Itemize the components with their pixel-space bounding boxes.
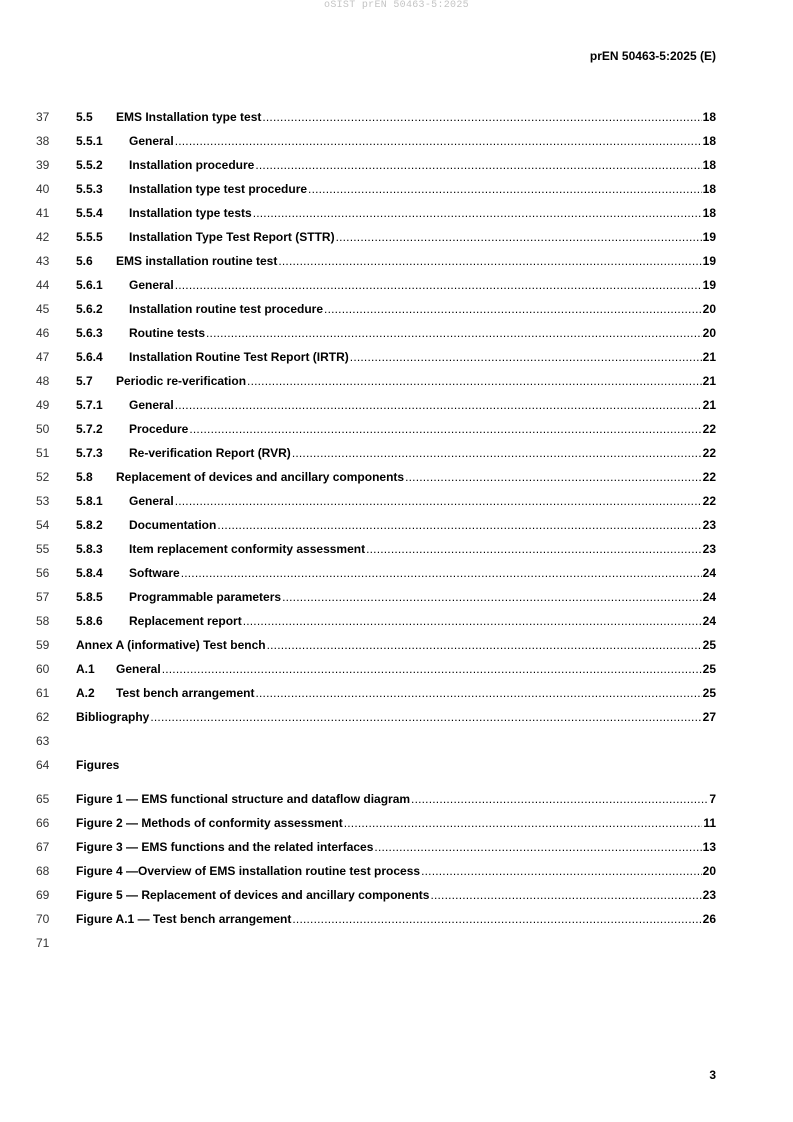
toc-entry[interactable] [76,374,716,388]
section-number: 5.5.3 [76,182,103,196]
page-reference: 22 [702,494,716,508]
figure-entry[interactable] [76,888,716,902]
line-number: 68 [36,864,50,878]
dot-leader [430,888,701,902]
line-number: 58 [36,614,50,628]
figures-heading-label: Figures [76,758,120,772]
dot-leader [189,422,701,436]
dot-leader [175,134,702,148]
dot-leader [243,614,702,628]
figure-entry-line [0,861,793,885]
dot-leader [308,182,702,196]
dot-leader [292,912,701,926]
dot-leader [217,518,701,532]
section-title: Installation routine test procedure [129,302,324,316]
dot-leader [282,590,702,604]
page-reference: 19 [702,254,716,268]
line-number: 47 [36,350,50,364]
section-number: 5.6.3 [76,326,103,340]
toc-entry-line [0,299,793,323]
toc-entry[interactable] [76,110,716,124]
section-title: Replacement report [129,614,242,628]
page-reference: 22 [702,470,716,484]
toc-entry[interactable] [76,182,716,196]
spacer [0,779,793,789]
page-reference: 19 [702,230,716,244]
dot-leader [278,254,701,268]
page-reference: 24 [702,614,716,628]
dot-leader [344,816,703,830]
toc-entry-line [0,251,793,275]
page-reference: 18 [702,134,716,148]
page-reference: 18 [702,110,716,124]
section-number: 5.8 [76,470,93,484]
line-number: 43 [36,254,50,268]
toc-entry[interactable] [76,350,716,364]
line-number: 59 [36,638,50,652]
line-number: 53 [36,494,50,508]
toc-entry-line [0,227,793,251]
figure-title: Figure 3 — EMS functions and the related interfaces [76,840,374,854]
line-number: 50 [36,422,50,436]
section-number: 5.8.3 [76,542,103,556]
blank-line [0,731,793,755]
line-number: 56 [36,566,50,580]
section-number: 5.7 [76,374,93,388]
toc-entry[interactable] [76,470,716,484]
dot-leader [255,158,701,172]
line-number: 44 [36,278,50,292]
toc-entry-line [0,443,793,467]
figure-title: Figure 2 — Methods of conformity assessment [76,816,343,830]
section-number: 5.8.2 [76,518,103,532]
toc-entry[interactable] [76,230,716,244]
page-reference: 23 [702,542,716,556]
toc-entry-line [0,563,793,587]
toc-entry[interactable] [76,278,716,292]
section-number: 5.5 [76,110,93,124]
line-number: 49 [36,398,50,412]
section-number: 5.8.1 [76,494,103,508]
toc-entry[interactable] [76,206,716,220]
section-title: Installation Type Test Report (STTR) [129,230,335,244]
toc-entry[interactable] [76,518,716,532]
toc-entry-line [0,155,793,179]
dot-leader [350,350,702,364]
dot-leader [336,230,702,244]
page-reference: 21 [702,374,716,388]
line-number: 66 [36,816,50,830]
section-title: General [129,134,174,148]
toc-entry-line [0,131,793,155]
line-number: 64 [36,758,50,772]
dot-leader [374,840,701,854]
section-number: 5.7.1 [76,398,103,412]
toc-entry-line [0,515,793,539]
section-title: General [129,278,174,292]
figure-title: Figure 1 — EMS functional structure and dataflow diagram [76,792,411,806]
section-title: Test bench arrangement [116,686,255,700]
section-title: Installation procedure [129,158,255,172]
line-number: 70 [36,912,50,926]
dot-leader [324,302,702,316]
toc-entry[interactable] [76,590,716,604]
toc-list [0,107,793,731]
page-reference: 24 [702,566,716,580]
line-number: 57 [36,590,50,604]
page-reference: 20 [702,864,716,878]
line-number: 45 [36,302,50,316]
toc-entry-line [0,659,793,683]
line-number: 60 [36,662,50,676]
line-number: 46 [36,326,50,340]
dot-leader [181,566,702,580]
line-number: 69 [36,888,50,902]
page-reference: 19 [702,278,716,292]
page-reference: 18 [702,206,716,220]
figure-entry-line [0,789,793,813]
dot-leader [162,662,702,676]
toc-entry-line [0,371,793,395]
toc-entry[interactable] [76,638,716,652]
page-reference: 24 [702,590,716,604]
toc-entry[interactable] [76,686,716,700]
figure-entry-line [0,837,793,861]
dot-leader [253,206,702,220]
dot-leader [421,864,702,878]
toc-entry-line [0,707,793,731]
page-reference: 25 [702,662,716,676]
line-number: 42 [36,230,50,244]
dot-leader [175,278,702,292]
section-title: Installation type tests [129,206,252,220]
toc-entry-line [0,539,793,563]
page-reference: 20 [702,302,716,316]
section-number: 5.5.1 [76,134,103,148]
section-title: Programmable parameters [129,590,282,604]
toc-entry-line [0,107,793,131]
section-title: EMS installation routine test [116,254,278,268]
line-number: 65 [36,792,50,806]
line-number: 63 [36,734,50,748]
page-reference: 18 [702,182,716,196]
figure-entry[interactable] [76,816,716,830]
line-number: 54 [36,518,50,532]
toc-entry[interactable] [76,446,716,460]
section-title: Routine tests [129,326,206,340]
page-reference: 7 [709,792,716,806]
toc-entry-line [0,491,793,515]
page-reference: 27 [702,710,716,724]
section-title: Bibliography [76,710,150,724]
figure-title: Figure 4 —Overview of EMS installation routine test process [76,864,421,878]
toc-entry-line [0,419,793,443]
toc-entry-line [0,275,793,299]
page-reference: 25 [702,638,716,652]
line-number: 39 [36,158,50,172]
figure-title: Figure 5 — Replacement of devices and ancillary components [76,888,430,902]
document-id: prEN 50463-5:2025 (E) [589,49,716,63]
toc-entry-line [0,347,793,371]
section-title: Annex A (informative) Test bench [76,638,266,652]
section-title: EMS Installation type test [116,110,262,124]
section-title: Re-verification Report (RVR) [129,446,291,460]
section-number: 5.8.4 [76,566,103,580]
section-number: 5.6 [76,254,93,268]
section-title: Item replacement conformity assessment [129,542,366,556]
line-number: 52 [36,470,50,484]
dot-leader [292,446,702,460]
figures-heading-line [0,755,793,779]
page-reference: 18 [702,158,716,172]
line-number: 40 [36,182,50,196]
page-reference: 11 [703,816,716,830]
line-number: 71 [36,936,50,950]
figure-title: Figure A.1 — Test bench arrangement [76,912,292,926]
section-title: General [129,494,174,508]
toc-entry[interactable] [76,398,716,412]
toc-entry[interactable] [76,326,716,340]
dot-leader [255,686,701,700]
figure-entry[interactable] [76,792,716,806]
dot-leader [247,374,702,388]
toc-entry[interactable] [76,662,716,676]
toc-entry[interactable] [76,710,716,724]
section-number: 5.6.1 [76,278,103,292]
blank-line [0,933,793,957]
page-reference: 25 [702,686,716,700]
line-number: 67 [36,840,50,854]
section-title: General [116,662,161,676]
figure-entry[interactable] [76,912,716,926]
page-reference: 22 [702,422,716,436]
line-number: 41 [36,206,50,220]
toc-entry[interactable] [76,302,716,316]
toc-entry-line [0,179,793,203]
toc-entry-line [0,395,793,419]
line-number: 37 [36,110,50,124]
section-number: 5.8.6 [76,614,103,628]
section-number: A.1 [76,662,95,676]
line-number: 61 [36,686,50,700]
dot-leader [267,638,702,652]
figure-entry-line [0,909,793,933]
section-title: Installation Routine Test Report (IRTR) [129,350,349,364]
toc-entry[interactable] [76,422,716,436]
section-number: 5.5.5 [76,230,103,244]
page-reference: 21 [702,398,716,412]
toc-entry-line [0,323,793,347]
dot-leader [405,470,702,484]
toc-lines [0,107,793,957]
section-number: 5.5.4 [76,206,103,220]
toc-entry[interactable] [76,566,716,580]
section-title: Software [129,566,180,580]
dot-leader [262,110,701,124]
page-reference: 13 [702,840,716,854]
toc-entry-line [0,587,793,611]
section-title: Documentation [129,518,217,532]
toc-entry[interactable] [76,158,716,172]
figure-entry[interactable] [76,840,716,854]
page-reference: 21 [702,350,716,364]
line-number: 62 [36,710,50,724]
dot-leader [366,542,702,556]
watermark: oSIST prEN 50463-5:2025 [324,0,469,11]
section-number: 5.7.2 [76,422,103,436]
line-number: 55 [36,542,50,556]
toc-entry-line [0,611,793,635]
page-reference: 20 [702,326,716,340]
page-reference: 22 [702,446,716,460]
section-title: Periodic re-verification [116,374,247,388]
page-reference: 26 [702,912,716,926]
dot-leader [206,326,702,340]
section-title: General [129,398,174,412]
figure-entry[interactable] [76,864,716,878]
toc-entry[interactable] [76,134,716,148]
toc-entry[interactable] [76,614,716,628]
toc-entry[interactable] [76,254,716,268]
page-reference: 23 [702,518,716,532]
section-number: 5.6.4 [76,350,103,364]
toc-entry-line [0,683,793,707]
toc-entry-line [0,203,793,227]
figure-entry-line [0,885,793,909]
section-number: A.2 [76,686,95,700]
figure-entry-line [0,813,793,837]
dot-leader [175,398,702,412]
toc-entry-line [0,635,793,659]
line-number: 51 [36,446,50,460]
section-number: 5.6.2 [76,302,103,316]
line-number: 38 [36,134,50,148]
page-reference: 23 [702,888,716,902]
section-title: Replacement of devices and ancillary components [116,470,405,484]
toc-entry[interactable] [76,494,716,508]
dot-leader [150,710,701,724]
figure-list [0,789,793,933]
dot-leader [175,494,702,508]
section-number: 5.7.3 [76,446,103,460]
figures-heading [76,758,716,772]
dot-leader [411,792,708,806]
section-number: 5.5.2 [76,158,103,172]
section-number: 5.8.5 [76,590,103,604]
toc-entry[interactable] [76,542,716,556]
line-number: 48 [36,374,50,388]
page-number: 3 [709,1068,716,1082]
section-title: Installation type test procedure [129,182,308,196]
section-title: Procedure [129,422,189,436]
toc-entry-line [0,467,793,491]
